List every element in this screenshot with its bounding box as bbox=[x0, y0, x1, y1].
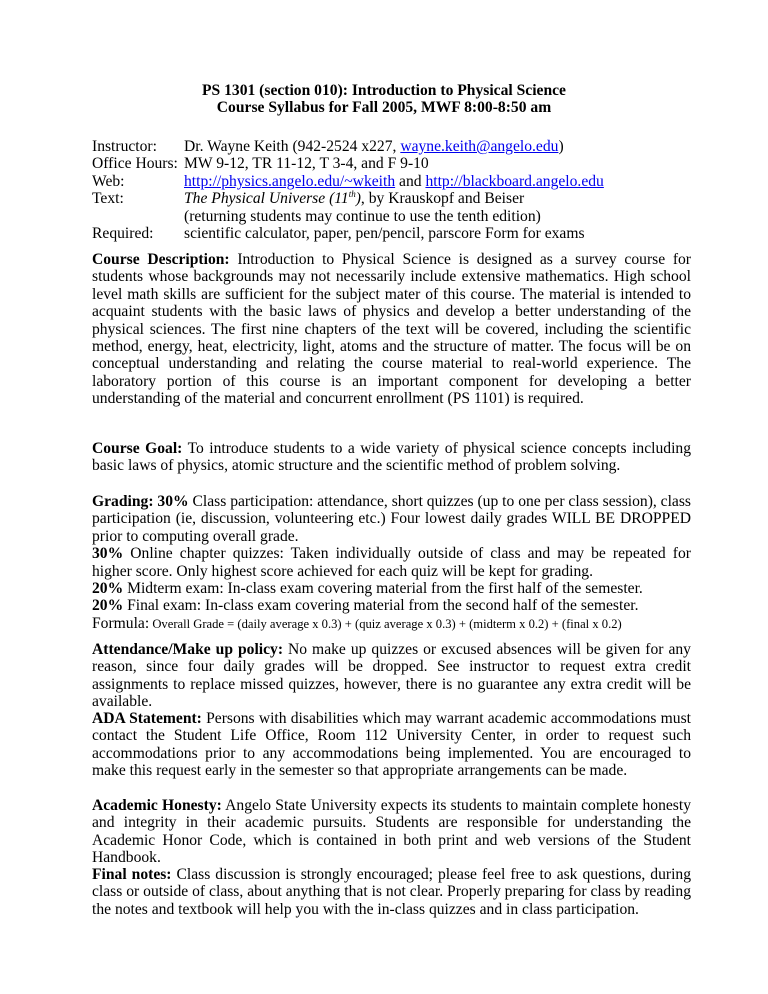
final-notes-body: Class discussion is strongly encouraged; please feel free to ask questions, during class or outside of class, about anything that is not clear. Properly preparing for class by reading the notes and textbook will help you with the in-class quizzes and in class participation. bbox=[92, 866, 691, 918]
required-value: scientific calculator, paper, pen/pencil, parscore Form for exams bbox=[184, 225, 585, 243]
grading-text: Midterm exam: In-class exam covering material from the first half of the semester. bbox=[123, 580, 643, 598]
formula-text: Overall Grade = (daily average x 0.3) + (quiz average x 0.3) + (midterm x 0.2) + (final x 0.2) bbox=[149, 616, 622, 631]
web-and-text: and bbox=[395, 172, 426, 190]
academic-honesty-body: Angelo State University expects its students to maintain complete honesty and integrity in their academic pursuits. Students are responsible for understanding the Academic Honor Code, which is contained in both print and web versions of the Student Handbook. bbox=[92, 797, 691, 867]
ada-section bbox=[92, 710, 691, 780]
instructor-suffix: ) bbox=[558, 138, 564, 155]
text-row bbox=[92, 190, 604, 207]
web-row bbox=[92, 173, 604, 190]
text-label: Text: bbox=[92, 190, 124, 208]
textbook-authors: , by Krauskopf and Beiser bbox=[360, 190, 525, 208]
grading-item bbox=[92, 580, 691, 597]
instructor-row bbox=[92, 138, 604, 155]
grading-text: Final exam: In-class exam covering material from the second half of the semester. bbox=[123, 597, 639, 615]
course-description-heading: Course Description: bbox=[92, 251, 230, 268]
course-description-section bbox=[92, 251, 691, 408]
grading-heading: Grading: bbox=[92, 493, 154, 510]
final-notes-heading: Final notes: bbox=[92, 866, 172, 883]
text-note-spacer bbox=[92, 208, 184, 225]
office-hours-row bbox=[92, 155, 604, 172]
grading-percent: 20% bbox=[92, 597, 124, 615]
grading-percent: 30% bbox=[92, 545, 124, 563]
ada-heading: ADA Statement: bbox=[92, 710, 202, 727]
grading-item bbox=[92, 597, 691, 614]
instructor-name: Dr. Wayne Keith (942-2524 x227, bbox=[184, 138, 401, 155]
course-title: PS 1301 (section 010): Introduction to Physical Science bbox=[202, 82, 566, 99]
required-row bbox=[92, 225, 604, 242]
required-label: Required: bbox=[92, 225, 154, 243]
grading-text: Online chapter quizzes: Taken individually outside of class and may be repeated for higher score. Only highest score achieved for each quiz will be kept for grading. bbox=[92, 545, 691, 580]
attendance-body: No make up quizzes or excused absences will be given for any reason, since four daily grades will be dropped. See instructor to request extra credit assignments to replace missed quizzes, however, there is no guarantee any extra credit will be available. bbox=[92, 641, 691, 711]
instructor-email-link[interactable]: wayne.keith@angelo.edu bbox=[400, 138, 559, 155]
grading-formula bbox=[92, 615, 691, 633]
text-value bbox=[184, 190, 524, 207]
course-goal-body: To introduce students to a wide variety of physical science concepts including basic laws of physics, atomic structure and the scientific method of problem solving. bbox=[92, 440, 691, 475]
formula-label: Formula: bbox=[92, 614, 150, 632]
text-note: (returning students may continue to use the tenth edition) bbox=[184, 207, 541, 225]
academic-honesty-section bbox=[92, 797, 691, 867]
academic-honesty-heading: Academic Honesty: bbox=[92, 797, 222, 814]
attendance-heading: Attendance/Make up policy: bbox=[92, 641, 284, 658]
course-description-body: Introduction to Physical Science is designed as a survey course for students whose backgrounds may not necessarily include extensive mathematics. High school level math skills are sufficient for the subject mater of this course. The material is intended to acquaint students with the basic laws of physics and develop a better understanding of the physical sciences. The first nine chapters of the text will be covered, including the scientific method, energy, heat, electricity, light, atoms and the structure of matter. The focus will be on conceptual understanding and relating the course material to real-world experience. The laboratory portion of this course is an important component for developing a better understanding of the material and concurrent enrollment (PS 1101) is required. bbox=[92, 251, 691, 408]
course-info-block bbox=[92, 138, 604, 242]
final-notes-section bbox=[92, 866, 691, 918]
instructor-label: Instructor: bbox=[92, 138, 157, 155]
grading-section bbox=[92, 493, 691, 633]
physics-website-link[interactable]: http://physics.angelo.edu/~wkeith bbox=[184, 172, 396, 190]
blackboard-link[interactable]: http://blackboard.angelo.edu bbox=[425, 172, 604, 190]
office-hours-label: Office Hours: bbox=[92, 155, 178, 173]
course-goal-section bbox=[92, 440, 691, 475]
ada-body: Persons with disabilities which may warrant academic accommodations must contact the Student Life Office, Room 112 University Center, in order to request such accommodations prior to any accommodations being implemented. You are encouraged to make this request early in the semester so that appropriate arrangements can be made. bbox=[92, 710, 691, 780]
web-value bbox=[184, 173, 604, 190]
text-note-row bbox=[92, 208, 604, 225]
attendance-section bbox=[92, 641, 691, 711]
web-label: Web: bbox=[92, 172, 125, 190]
grading-text: Class participation: attendance, short quizzes (up to one per class session), class participation (ie, discussion, volunteering etc.) Four lowest daily grades WILL BE DROPPED prior to computing overall grade. bbox=[92, 493, 691, 545]
grading-percent: 30% bbox=[157, 493, 189, 510]
grading-item bbox=[92, 545, 691, 580]
course-goal-heading: Course Goal: bbox=[92, 440, 183, 457]
grading-percent: 20% bbox=[92, 580, 124, 598]
course-subtitle: Course Syllabus for Fall 2005, MWF 8:00-8:50 am bbox=[216, 99, 552, 116]
grading-item bbox=[92, 493, 691, 545]
instructor-value bbox=[184, 138, 564, 155]
office-hours-value: MW 9-12, TR 11-12, T 3-4, and F 9-10 bbox=[184, 155, 429, 173]
textbook-title: The Physical Universe (11th) bbox=[184, 189, 361, 208]
